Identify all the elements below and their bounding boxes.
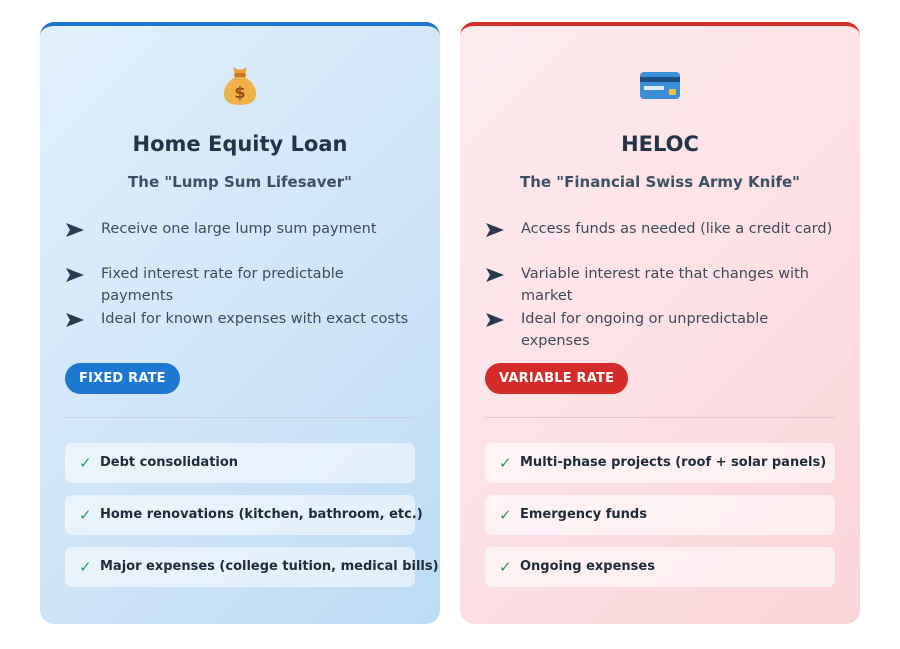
use-case-list	[485, 443, 835, 599]
use-case-item	[65, 443, 415, 483]
feature-list	[485, 218, 840, 353]
feature-item	[485, 308, 840, 353]
feature-text: Receive one large lump sum payment	[101, 221, 377, 237]
feature-item	[65, 218, 420, 263]
use-case-item	[485, 547, 835, 587]
feature-item	[65, 308, 420, 353]
use-case-item	[485, 495, 835, 535]
money-bag-icon	[40, 62, 440, 107]
use-case-text: Ongoing expenses	[520, 559, 655, 574]
feature-text: Access funds as needed (like a credit card)	[521, 221, 833, 237]
variable-rate-badge: VARIABLE RATE	[485, 363, 628, 394]
arrow-icon	[65, 222, 85, 238]
feature-item	[485, 263, 840, 308]
svg-text:$: $	[234, 83, 246, 102]
check-icon: ✓	[79, 506, 92, 524]
divider	[65, 417, 415, 418]
arrow-icon	[65, 267, 85, 283]
check-icon: ✓	[499, 454, 512, 472]
fixed-rate-badge: FIXED RATE	[65, 363, 180, 394]
feature-item	[65, 263, 420, 308]
feature-text: Ideal for known expenses with exact costs	[101, 311, 409, 327]
feature-list	[65, 218, 420, 353]
arrow-icon	[65, 312, 85, 328]
use-case-item	[65, 547, 439, 587]
check-icon: ✓	[499, 506, 512, 524]
feature-text: Variable interest rate that changes with market	[521, 266, 809, 304]
arrow-icon	[485, 222, 505, 238]
check-icon: ✓	[79, 454, 92, 472]
divider	[485, 417, 835, 418]
use-case-item	[65, 495, 423, 535]
use-case-text: Multi-phase projects (roof + solar panels)	[520, 455, 827, 470]
use-case-text: Emergency funds	[520, 507, 647, 522]
use-case-item	[485, 443, 835, 483]
feature-text: Fixed interest rate for predictable payments	[101, 266, 344, 304]
use-case-list	[65, 443, 439, 599]
home-equity-loan-card	[40, 22, 440, 624]
feature-text: Ideal for ongoing or unpredictable expenses	[521, 311, 769, 349]
use-case-text: Home renovations (kitchen, bathroom, etc.)	[100, 507, 423, 522]
card-subtitle: The "Lump Sum Lifesaver"	[128, 173, 352, 191]
arrow-icon	[485, 312, 505, 328]
feature-item	[485, 218, 840, 263]
check-icon: ✓	[79, 558, 92, 576]
use-case-text: Major expenses (college tuition, medical bills)	[100, 559, 439, 574]
credit-card-icon	[460, 62, 860, 106]
check-icon: ✓	[499, 558, 512, 576]
use-case-text: Debt consolidation	[100, 455, 239, 470]
card-title: Home Equity Loan	[132, 132, 348, 156]
heloc-card	[460, 22, 860, 624]
card-title: HELOC	[621, 132, 699, 156]
arrow-icon	[485, 267, 505, 283]
card-subtitle: The "Financial Swiss Army Knife"	[520, 173, 800, 191]
